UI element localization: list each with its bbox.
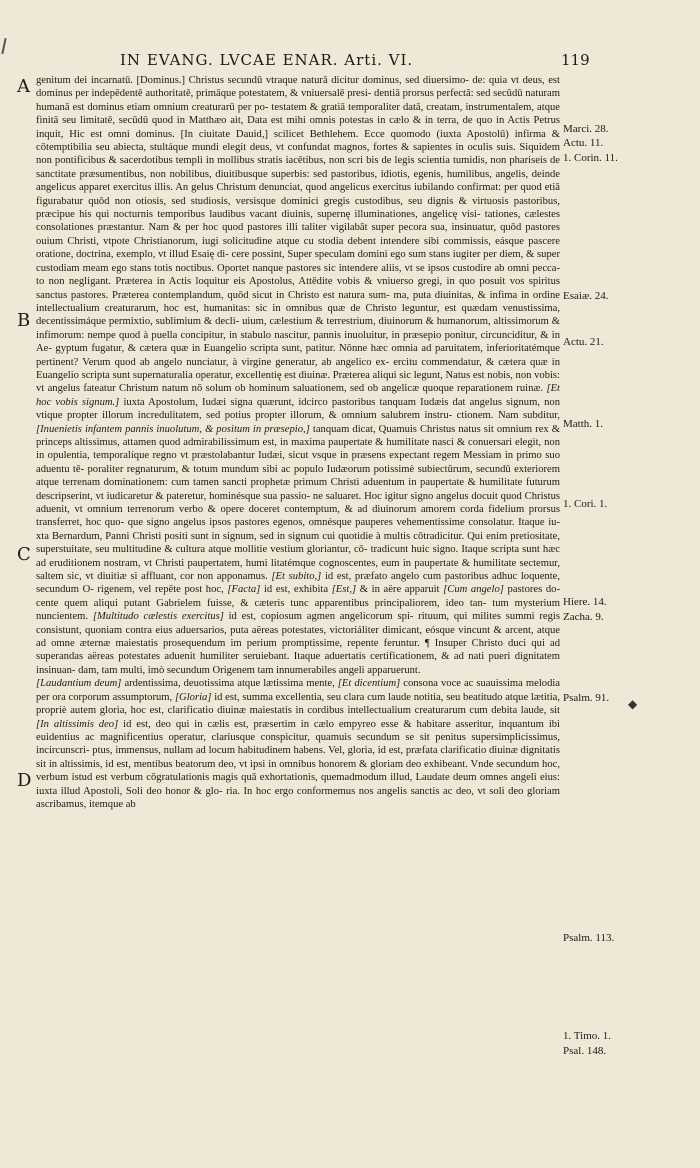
commentary-text: [36, 74, 560, 811]
margin-reference: Actu. 11.: [563, 137, 604, 149]
lemma: [Multitudo cælestis exercitus]: [92, 611, 224, 623]
margin-reference: 1. Cori. 1.: [563, 498, 608, 510]
text-run: id est, deo qui in cælis est, præsertim in cælo empyreo esse & habitare asseritur, inquantum ibi euidentius ac magnificentius operatur, clariusque conspicitur, quamuis secundum se sit penitus supersimplicissimus, incircunscri- ptus, immensus, nullam ad locum habitudinem habens. Vel, gloria, id est, præfata clarificatio diuinæ dignitatis sit in altissimis, id est, mentibus beatorum deo, vt ipsi in omnibus honorem & gloriam deo exhibeant. Vnde secundum hoc, verbum istud est verbum cōgratulationis magis quā exhortationis, quemadmodum illud, Laudate deum omnes angeli eius: iuxta illud Apostoli, Soli deo honor & glo- ria. In hoc ergo conformemus nos angelis sanctis ac deo, vt soli deo gloriam ascribamus, itemque ab: [36, 718, 560, 810]
text-run: ardentissima, deuotissima atque lætissima mente,: [124, 678, 335, 690]
text-run: id est, copiosum agmen angelicorum spi- rituum, qui milites summi regis consistunt, quoniam contra eius aduersarios, puta aëreas potestates, victoriáliter dimicant, eósque vincunt & arcent, atque ad omne æternæ maiestatis prosequendum im perium promptissime, repente feruntur. ¶ Insuper Christo duci qui ad superandas aëreas potestates aduenit humiliter seruiebant. Itaque aduertatis certificationem, & ad nati pueri dignitatem insinuan- dam, tam multi, imò secundum Origenem tam innumerabiles angeli apparuerunt.: [36, 611, 560, 676]
text-run: pastores do- cente quem aliqui putant Gabrielem fuisse, & cæteris tunc apparentibus principaliorem, ideo tan- tum mysterium nuncientem.: [36, 584, 560, 623]
lemma: [Est,]: [331, 584, 357, 596]
margin-reference: Psal. 148.: [563, 1045, 607, 1057]
text-run: id est, præfato angelo cum pastoribus adhuc loquente, secundum O- rigenem, vel repēte post hoc,: [36, 571, 560, 596]
text-run: id est, exhibita: [263, 584, 329, 596]
lemma: [Cum angelo]: [443, 584, 504, 596]
margin-reference: Matth. 1.: [563, 418, 604, 430]
margin-tick-mark: [1, 38, 6, 54]
text-run: id est, summa excellentia, seu clara cum laude notitia, seu beatitudo atque lætitia, propriè autem gloria, hoc est, clarificatio diuinæ maiestatis in cordibus intellectualium creaturarum cum debita laude, sit: [36, 691, 561, 717]
margin-reference: Hiere. 14.: [563, 596, 607, 608]
lemma: [Et dicentium]: [337, 678, 401, 690]
text-run: consona voce ac suauissima melodia per ora corporum assumptorum,: [36, 678, 561, 703]
margin-reference: Marci. 28.: [563, 123, 609, 135]
lemma: [Facta]: [227, 584, 261, 596]
margin-reference: Psalm. 113.: [563, 932, 615, 944]
margin-reference: 1. Timo. 1.: [563, 1030, 611, 1042]
section-letter-c: C: [17, 544, 31, 565]
lemma: [In altissimis deo]: [36, 718, 119, 730]
section-letter-a: A: [17, 76, 30, 97]
margin-reference: Zacha. 9.: [563, 611, 604, 623]
section-letter-d: D: [17, 770, 32, 791]
margin-reference: Psalm. 91.: [563, 692, 610, 704]
margin-reference: 1. Corin. 11.: [563, 152, 618, 164]
lemma: [Gloria]: [174, 691, 212, 703]
lemma: [Laudantium deum]: [36, 678, 122, 690]
lemma: [Et hoc vobis signum.]: [36, 383, 560, 408]
paragraph: [36, 677, 560, 811]
paragraph: [36, 74, 560, 677]
text-run: tanquam dicat, Quamuis Christus natus sit omnium rex & princeps altissimus, attamen quod admirabilissimum est, in maxima paupertate & humilitate nasci & conuersari elegit, non in opulentia, temporalíque regno vt præstolabantur Iudæi, sicut vsque in præsens expectant regem Messiam in primo suo aduentu tē- poraliter regnaturum, & totum mundum sibi ac populo Iudæorum potissimè subiectūrum, secundū exteriorem atque terrenam dominationem: cum tamen sancti prophetæ primum Christi aduentum in paupertate & humilitate futurum descripserint, vt iudicaretur & pateretur, hominésque sua passio- ne saluaret. Hoc igitur signo angelus docuit quod Christus aduenit, vt omnium terrenorum verbo & opere doceret contemptum, & ad diuinorum amorem corda fidelium prorsus transferret, hoc quo- que signo angelus ipsos pastores egenos, omnésque pauperes vehementissime consolatur. Itaque iu- xta Bernardum, Panni Christi positi sunt in signum, sed in signum cui quotidie à multis cōtradicitur. Qui enim pretiositate, superstuitate, seu multitudine & cultura atque mollitie vestium gloriantur, cō- tradicunt huic signo. Itaque scripta sunt hæc ad eruditionem nostram, vt Christi paupertatem, humi litatémque cognoscentes, eum in paupertate & humilitate sectemur, saltem sic, vt diuitiæ si affluant, cor non apponamus.: [36, 423, 560, 583]
running-head: IN EVANG. LVCAE ENAR. Arti. VI.: [120, 51, 414, 69]
text-run: & in aëre apparuit: [359, 584, 440, 596]
lemma: [Inuenietis infantem pannis inuolutum, & positum in præsepio,]: [36, 423, 310, 435]
margin-reference: Esaiæ. 24.: [563, 290, 609, 302]
text-run: iuxta Apostolum, Iudæi signa quærunt, idcirco pastoribus tanquam Iudæis dat angelus signum, non vtique propter illorum incredulitatem, sed potius propter illorum, & omnium salubrem instru- ctionem. Nam subditur,: [36, 396, 560, 422]
section-letter-b: B: [17, 310, 31, 331]
lemma: [Et subito,]: [271, 571, 322, 583]
text-run: genitum dei incarnatū. [Dominus.] Christus secundū vtraque naturā dicitur dominus, sed diuersimo- de: quia vt deus, est dominus per indepēdentē authoritatē, primāque potestatem, & vniuersalē presi- dentiā prorsus perfectā: sed secūdū naturam humanā est dominus etiam omnium creaturarū per po- testatem & gratiā temporaliter datā, creatam, instrumentalem, atque finitā seu limitatē, secūdū quod in Matthæo ait, Data est mihi omnis potestas in cælo & in terra, de quo in Actis Petrus inquit, Hic est omni dominus. [In ciuitate Dauid,] scilicet Bethlehem. Ecce quomodo (iuxta Apostolū) infirma & cōtemptibilia seu abiecta, stultáque mundi elegit deus, vt confundat magnos, fortes & sapientes in oculis suis. Siquidem non pontificibus & sacerdotibus templi in mollibus stratis iacētibus, non scri bis de legis scientia tumidis, non phariseis de sanctitate præsumentibus, non nobilibus, diuitibusque superbis: sed pastoribus, idiotis, egenis, humilibus, angelis, deinde angelicus apparet exercitus illis. An gelus Christum denunciat, quod angelicus exercitus iubilando confirmat: per quod etiā figurabatur quōd non otiosis, sed studiosis, versisque dominici gregis custodibus, seu dignis & virtuosis pastoribus, præcipue his qui nocturnis temporibus laudibus vacant diuinis, supernę illuminationes, angelicę visi- tationes, cælestes consolationes præstantur. Nam & per hoc quod pastores illi taliter vigilabāt super pecora sua, insinuatur, quōd pastores ouium Christi, vtpote Christianorum, iugi solicitudine atque cu stodia debent intendere sibi commissis, eásque pascere oratione, doctrina, exemplo, vt illud Esaię di- cere possint, Super speculam domini ego sum stans iugiter per diem, & super custodiam meam ego stans totis noctibus. Oportet nanque pastores sic intendere aliis, vt se ipsos custodire ab omni pecca- to non negligant. Præterea in Actis loquitur eis Apostolus, Attēdite vobis & vniuerso gregi, in quo posuit vos spiritus sanctus pastores. Præterea contemplandum, quōd sicut in Christo est natura sum- ma, puta diuinitas, & infima in ordine intellectualium creaturarum, hoc est, humanitas: sic in omnibus quæ de Christo leguntur, est quædam venustissima, decentissimáque permixtio, sublimium & decli- uium, cælestium & terrestrium, diuinorum & humanorum, altissimorum & infimorum: nempe quod à puella concipitur, in stabulo nascitur, pannis inuoluitur, in præsepio ponitur, circunciditur, & in Ae- gyptum fugatur, & cætera quæ in Euangelio scripta sunt, patitur. Nōnne hæc omnia ad paruitatem, inferioritatémque pertinent? Verum quod ab angelo nunciatur, à virgine generatur, ab angelico ex- ercitu commendatur, & cætera quæ in Euangelio scripta sunt supernaturalia operatur, excellentię est diuinæ. Præterea aliqui sic legunt, Natus est nobis, non vobis: vt angelus fateatur Christum natum nō solum ob hominum saluationem, sed ob angelicæ quoque reparationem ruinæ.: [36, 75, 560, 395]
page-number: 119: [561, 51, 590, 69]
margin-reference: Actu. 21.: [563, 336, 604, 348]
ink-blot-mark: ◆: [628, 697, 638, 711]
